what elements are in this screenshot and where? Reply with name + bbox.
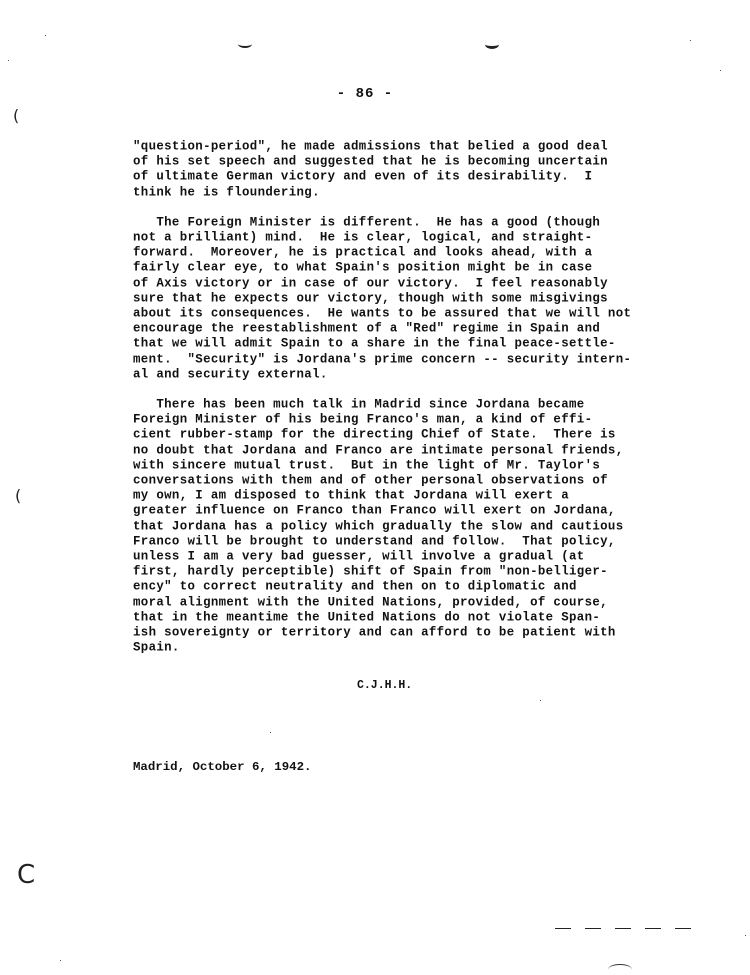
text-line: that in the meantime the United Nations do not violate Span-	[133, 609, 601, 625]
dash-segment	[555, 928, 571, 929]
dash-segment	[645, 928, 661, 929]
top-left-tick-mark	[238, 40, 252, 48]
text-line: unless I am a very bad guesser, will involve a gradual (at	[133, 549, 585, 564]
text-line: sure that he expects our victory, though with some misgivings	[133, 290, 608, 306]
bottom-curl-mark	[608, 964, 632, 975]
text-line: moral alignment with the United Nations, provided, of course,	[133, 594, 608, 610]
scan-speck	[60, 960, 61, 961]
text-line: Foreign Minister of his being Franco's man, a kind of effi-	[133, 412, 593, 427]
text-line: al and security external.	[133, 366, 328, 382]
text-line: of his set speech and suggested that he is becoming uncertain	[133, 154, 608, 169]
scan-speck	[45, 35, 46, 36]
scan-speck	[8, 60, 9, 61]
dateline: Madrid, October 6, 1942.	[133, 760, 312, 774]
dash-segment	[675, 928, 691, 929]
paragraph-2	[133, 215, 713, 382]
text-line: my own, I am disposed to think that Jordana will exert a	[133, 488, 569, 503]
paragraph-3	[133, 397, 713, 655]
text-line: greater influence on Franco than Franco will exert on Jordana,	[133, 503, 616, 519]
text-line: cient rubber-stamp for the directing Chief of State. There is	[133, 427, 616, 443]
text-line: The Foreign Minister is different. He has a good (though	[133, 214, 601, 230]
scan-speck	[720, 70, 721, 71]
text-line: ment. "Security" is Jordana's prime concern -- security intern-	[133, 351, 632, 367]
dashed-rule	[555, 928, 691, 929]
text-line: fairly clear eye, to what Spain's position might be in case	[133, 260, 593, 276]
text-line: that we will admit Spain to a share in the final peace-settle-	[133, 336, 616, 352]
text-line: of Axis victory or in case of our victory. I feel reasonably	[133, 275, 608, 291]
top-right-tick-mark	[485, 40, 499, 49]
text-line: no doubt that Jordana and Franco are intimate personal friends,	[133, 442, 624, 458]
text-line: think he is floundering.	[133, 184, 320, 200]
text-line: conversations with them and of other personal observations of	[133, 473, 608, 488]
scan-speck	[745, 935, 746, 936]
scan-speck	[690, 40, 691, 41]
text-line: There has been much talk in Madrid since Jordana became	[133, 397, 585, 412]
text-line: Spain.	[133, 640, 180, 655]
page-number: - 86 -	[336, 86, 394, 102]
dash-segment	[615, 928, 631, 929]
margin-paren-mark: (	[13, 106, 20, 125]
text-line: ency" to correct neutrality and then on to diplomatic and	[133, 579, 577, 595]
text-line: with sincere mutual trust. But in the light of Mr. Taylor's	[133, 457, 601, 473]
text-line: of ultimate German victory and even of its desirability. I	[133, 169, 593, 185]
text-line: Franco will be brought to understand and follow. That policy,	[133, 533, 616, 549]
text-line: first, hardly perceptible) shift of Spain from "non-belliger-	[133, 564, 608, 579]
signature-initials: C.J.H.H.	[357, 679, 413, 692]
text-line: encourage the reestablishment of a "Red" regime in Spain and	[133, 321, 601, 336]
dash-segment	[585, 928, 601, 929]
text-line: about its consequences. He wants to be assured that we will not	[133, 306, 632, 321]
text-line: not a brilliant) mind. He is clear, logical, and straight-	[133, 230, 593, 245]
letter-body	[133, 139, 713, 671]
scan-speck	[270, 732, 271, 733]
scan-speck	[540, 700, 541, 701]
text-line: ish sovereignty or territory and can afford to be patient with	[133, 625, 616, 640]
text-line: forward. Moreover, he is practical and looks ahead, with a	[133, 245, 593, 260]
text-line: that Jordana has a policy which gradually the slow and cautious	[133, 518, 624, 534]
binder-hole-mark: C	[17, 860, 36, 890]
paragraph-1	[133, 139, 713, 200]
text-line: "question-period", he made admissions that belied a good deal	[133, 139, 608, 154]
margin-paren-mark: (	[15, 486, 22, 505]
